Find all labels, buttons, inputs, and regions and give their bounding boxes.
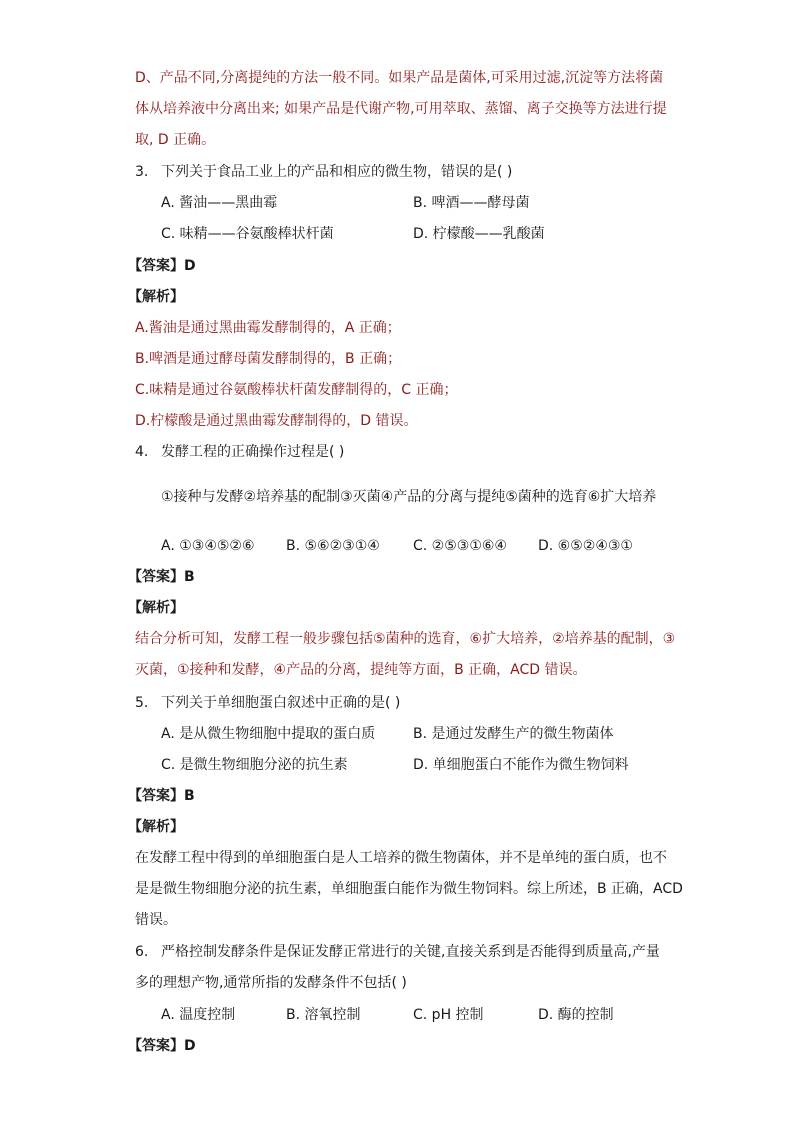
analysis-line: 体从培养液中分离出来; 如果产品是代谢产物,可用萃取、蒸馏、离子交换等方法进行提 bbox=[135, 101, 667, 117]
option-d: D. 酶的控制 bbox=[538, 1007, 614, 1023]
analysis-line: 结合分析可知，发酵工程一般步骤包括⑤菌种的选育，⑥扩大培养，②培养基的配制，③ bbox=[135, 631, 676, 647]
option-c: C. ②⑤③①⑥④ bbox=[413, 538, 507, 554]
option-a: A. ①③④⑤②⑥ bbox=[161, 538, 255, 554]
option-d: D. 柠檬酸——乳酸菌 bbox=[413, 226, 545, 242]
analysis-line: 是是微生物细胞分泌的抗生素，单细胞蛋白能作为微生物饲料。综上所述，B 正确，ACD bbox=[135, 881, 683, 897]
question-steps: ①接种与发酵②培养基的配制③灭菌④产品的分离与提纯⑤菌种的选育⑥扩大培养 bbox=[161, 489, 657, 505]
answer-label: 【答案】 bbox=[128, 569, 184, 585]
option-b: B. 溶氧控制 bbox=[286, 1007, 361, 1023]
analysis-line: A.酱油是通过黑曲霉发酵制得的，A 正确； bbox=[135, 320, 401, 336]
option-c: C. 是微生物细胞分泌的抗生素 bbox=[161, 757, 348, 773]
question-stem: 下列关于单细胞蛋白叙述中正确的是( ) bbox=[161, 695, 401, 711]
analysis-line: B.啤酒是通过酵母菌发酵制得的，B 正确； bbox=[135, 351, 402, 367]
answer-row bbox=[128, 567, 195, 587]
answer-value: B bbox=[184, 569, 195, 585]
answer-value: B bbox=[184, 788, 195, 804]
answer-label: 【答案】 bbox=[128, 788, 184, 804]
question-number: 6. bbox=[135, 944, 149, 960]
option-d: D. 单细胞蛋白不能作为微生物饲料 bbox=[413, 757, 629, 773]
answer-value: D bbox=[184, 258, 196, 274]
analysis-line: 错误。 bbox=[135, 912, 177, 928]
question-number: 3. bbox=[135, 164, 149, 180]
answer-row bbox=[128, 786, 195, 806]
answer-row bbox=[128, 256, 196, 276]
option-b: B. 是通过发酵生产的微生物菌体 bbox=[413, 726, 614, 742]
option-c: C. pH 控制 bbox=[413, 1007, 484, 1023]
question-number: 4. bbox=[135, 444, 149, 460]
option-a: A. 酱油——黑曲霉 bbox=[161, 195, 278, 211]
analysis-line: D、产品不同,分离提纯的方法一般不同。如果产品是菌体,可采用过滤,沉淀等方法将菌 bbox=[135, 70, 664, 86]
question-stem: 严格控制发酵条件是保证发酵正常进行的关键,直接关系到是否能得到质量高,产量 bbox=[161, 944, 660, 960]
analysis-line: 取, D 正确。 bbox=[135, 132, 216, 148]
answer-row bbox=[128, 1036, 196, 1056]
option-b: B. 啤酒——酵母菌 bbox=[413, 195, 530, 211]
analysis-line: 在发酵工程中得到的单细胞蛋白是人工培养的微生物菌体，并不是单纯的蛋白质，也不 bbox=[135, 850, 667, 866]
analysis-label: 【解析】 bbox=[128, 289, 184, 305]
option-a: A. 温度控制 bbox=[161, 1007, 236, 1023]
answer-label: 【答案】 bbox=[128, 258, 184, 274]
analysis-line: 灭菌，①接种和发酵，④产品的分离，提纯等方面，B 正确，ACD 错误。 bbox=[135, 662, 587, 678]
option-c: C. 味精——谷氨酸棒状杆菌 bbox=[161, 226, 334, 242]
question-stem-cont: 多的理想产物,通常所指的发酵条件不包括( ) bbox=[135, 975, 407, 991]
question-stem: 下列关于食品工业上的产品和相应的微生物，错误的是( ) bbox=[161, 164, 513, 180]
question-number: 5. bbox=[135, 695, 149, 711]
option-a: A. 是从微生物细胞中提取的蛋白质 bbox=[161, 726, 376, 742]
answer-label: 【答案】 bbox=[128, 1038, 184, 1054]
analysis-line: D.柠檬酸是通过黑曲霉发酵制得的，D 错误。 bbox=[135, 413, 418, 429]
analysis-line: C.味精是通过谷氨酸棒状杆菌发酵制得的，C 正确； bbox=[135, 382, 458, 398]
option-b: B. ⑤⑥②③①④ bbox=[286, 538, 380, 554]
question-stem: 发酵工程的正确操作过程是( ) bbox=[161, 444, 345, 460]
answer-value: D bbox=[184, 1038, 196, 1054]
analysis-label: 【解析】 bbox=[128, 819, 184, 835]
option-d: D. ⑥⑤②④③① bbox=[538, 538, 633, 554]
analysis-label: 【解析】 bbox=[128, 600, 184, 616]
